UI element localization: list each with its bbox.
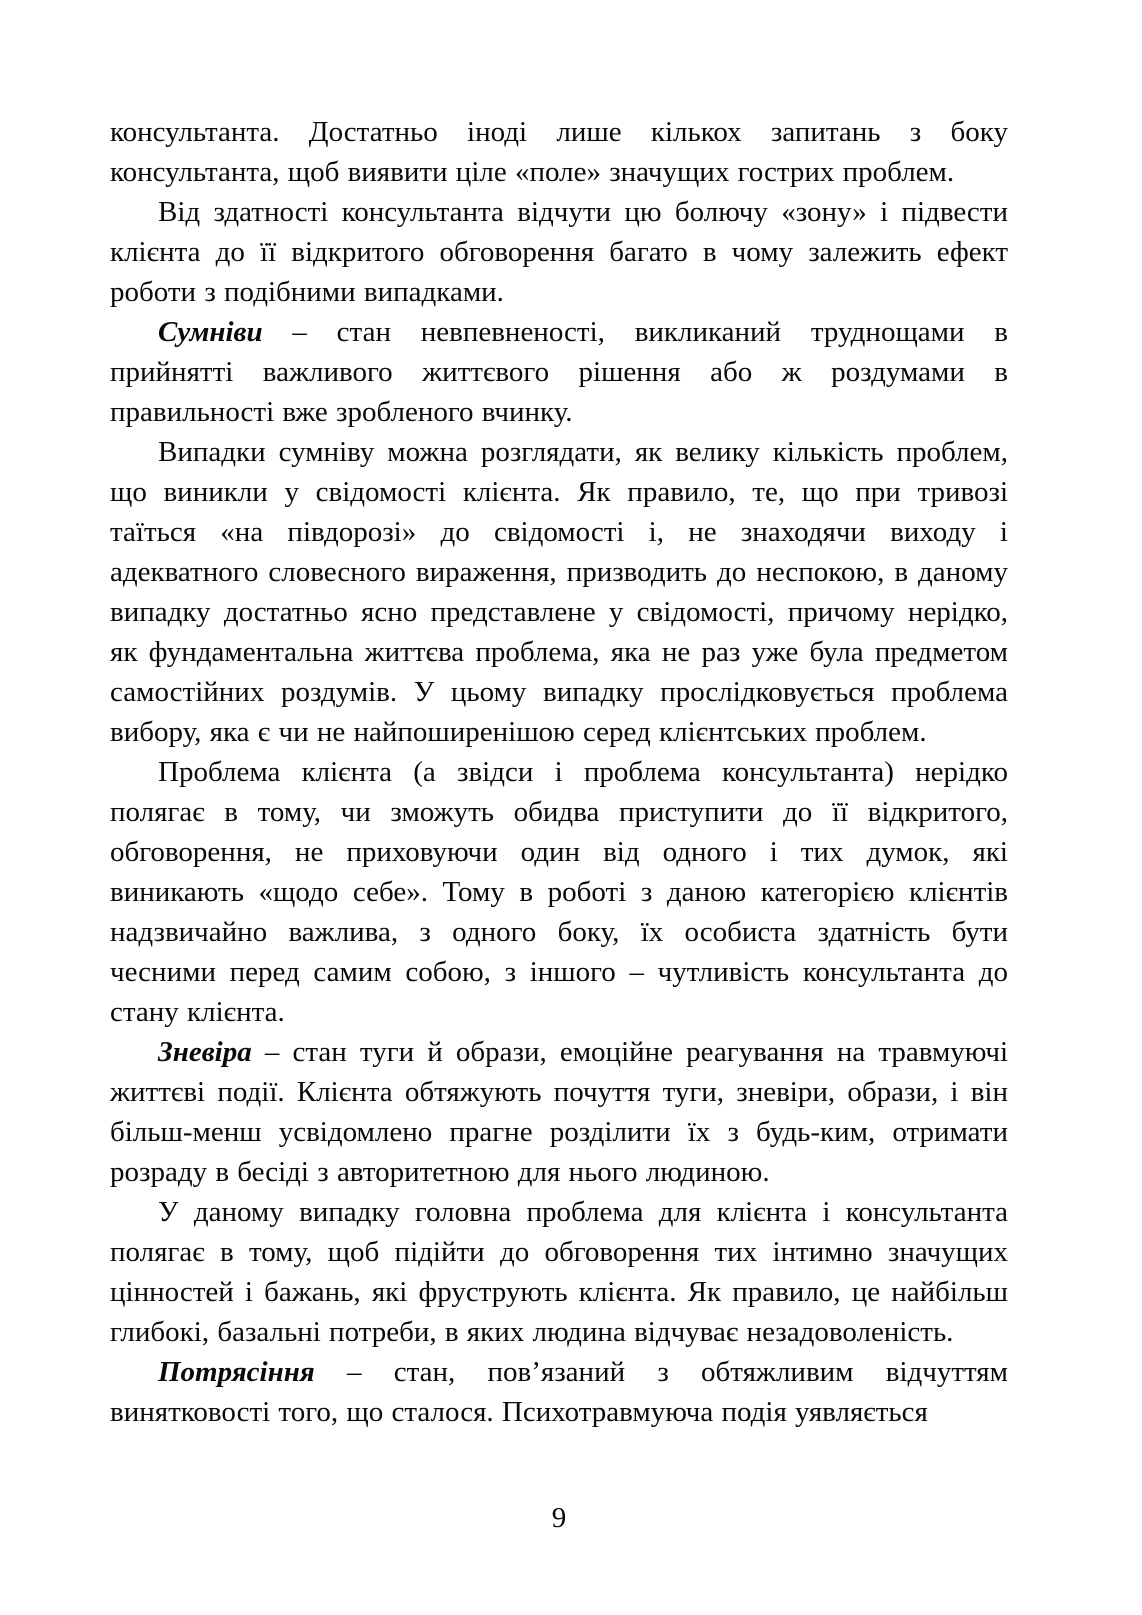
page-number: 9	[551, 1502, 567, 1534]
paragraph-text: Випадки сумніву можна розглядати, як велику кількість проблем, що виникли у свідомості клієнта. Як правило, те, що при тривозі таїться «на півдорозі» до свідомості і, не знаходячи виходу і адекватного словесного вираження, призводить до неспокою, в даному випадку достатньо ясно представлене у свідомості, причому нерідко, як фундаментальна життєва проблема, яка не раз уже була предметом самостійних роздумів. У цьому випадку прослідковується проблема вибору, яка є чи не найпоширенішою серед клієнтських проблем.	[110, 436, 1008, 748]
paragraph	[110, 752, 1008, 1032]
paragraph	[110, 312, 1008, 432]
paragraph	[110, 1192, 1008, 1352]
paragraph	[110, 112, 1008, 192]
paragraph	[110, 192, 1008, 312]
paragraph	[110, 1032, 1008, 1192]
paragraph-text: консультанта. Достатньо іноді лише кількох запитань з боку консультанта, щоб виявити ціле «поле» значущих гострих проблем.	[110, 116, 1008, 188]
paragraph-text: – стан невпевненості, викликаний труднощами в прийнятті важливого життєвого рішення або ж роздумами в правильності вже зробленого вчинку.	[110, 316, 1008, 428]
paragraph-text: – стан туги й образи, емоційне реагування на травмуючі життєві події. Клієнта обтяжують почуття туги, зневіри, образи, і він більш-менш усвідомлено прагне розділити їх з будь-ким, отримати розраду в бесіді з авторитетною для нього людиною.	[110, 1036, 1008, 1188]
paragraph-text: Від здатності консультанта відчути цю болючу «зону» і підвести клієнта до її відкритого обговорення багато в чому залежить ефект роботи з подібними випадками.	[110, 196, 1008, 308]
term-lead: Сумніви	[158, 316, 263, 348]
paragraph-text: Проблема клієнта (а звідси і проблема консультанта) нерідко полягає в тому, чи зможуть обидва приступити до її відкритого, обговорення, не приховуючи один від одного і тих думок, які виникають «щодо себе». Тому в роботі з даною категорією клієнтів надзвичайно важлива, з одного боку, їх особиста здатність бути чесними перед самим собою, з іншого – чутливість консультанта до стану клієнта.	[110, 756, 1008, 1028]
term-lead: Зневіра	[158, 1036, 252, 1068]
body-text	[110, 112, 1008, 1432]
paragraph-text: – стан, пов’язаний з обтяжливим відчуттям винятковості того, що сталося. Психотравмуюча подія уявляється	[110, 1356, 1008, 1428]
term-lead: Потрясіння	[158, 1356, 315, 1388]
paragraph	[110, 1352, 1008, 1432]
paragraph	[110, 432, 1008, 752]
paragraph-text: У даному випадку головна проблема для клієнта і консультанта полягає в тому, щоб підійти до обговорення тих інтимно значущих цінностей і бажань, які фруструють клієнта. Як правило, це найбільш глибокі, базальні потреби, в яких людина відчуває незадоволеність.	[110, 1196, 1008, 1348]
